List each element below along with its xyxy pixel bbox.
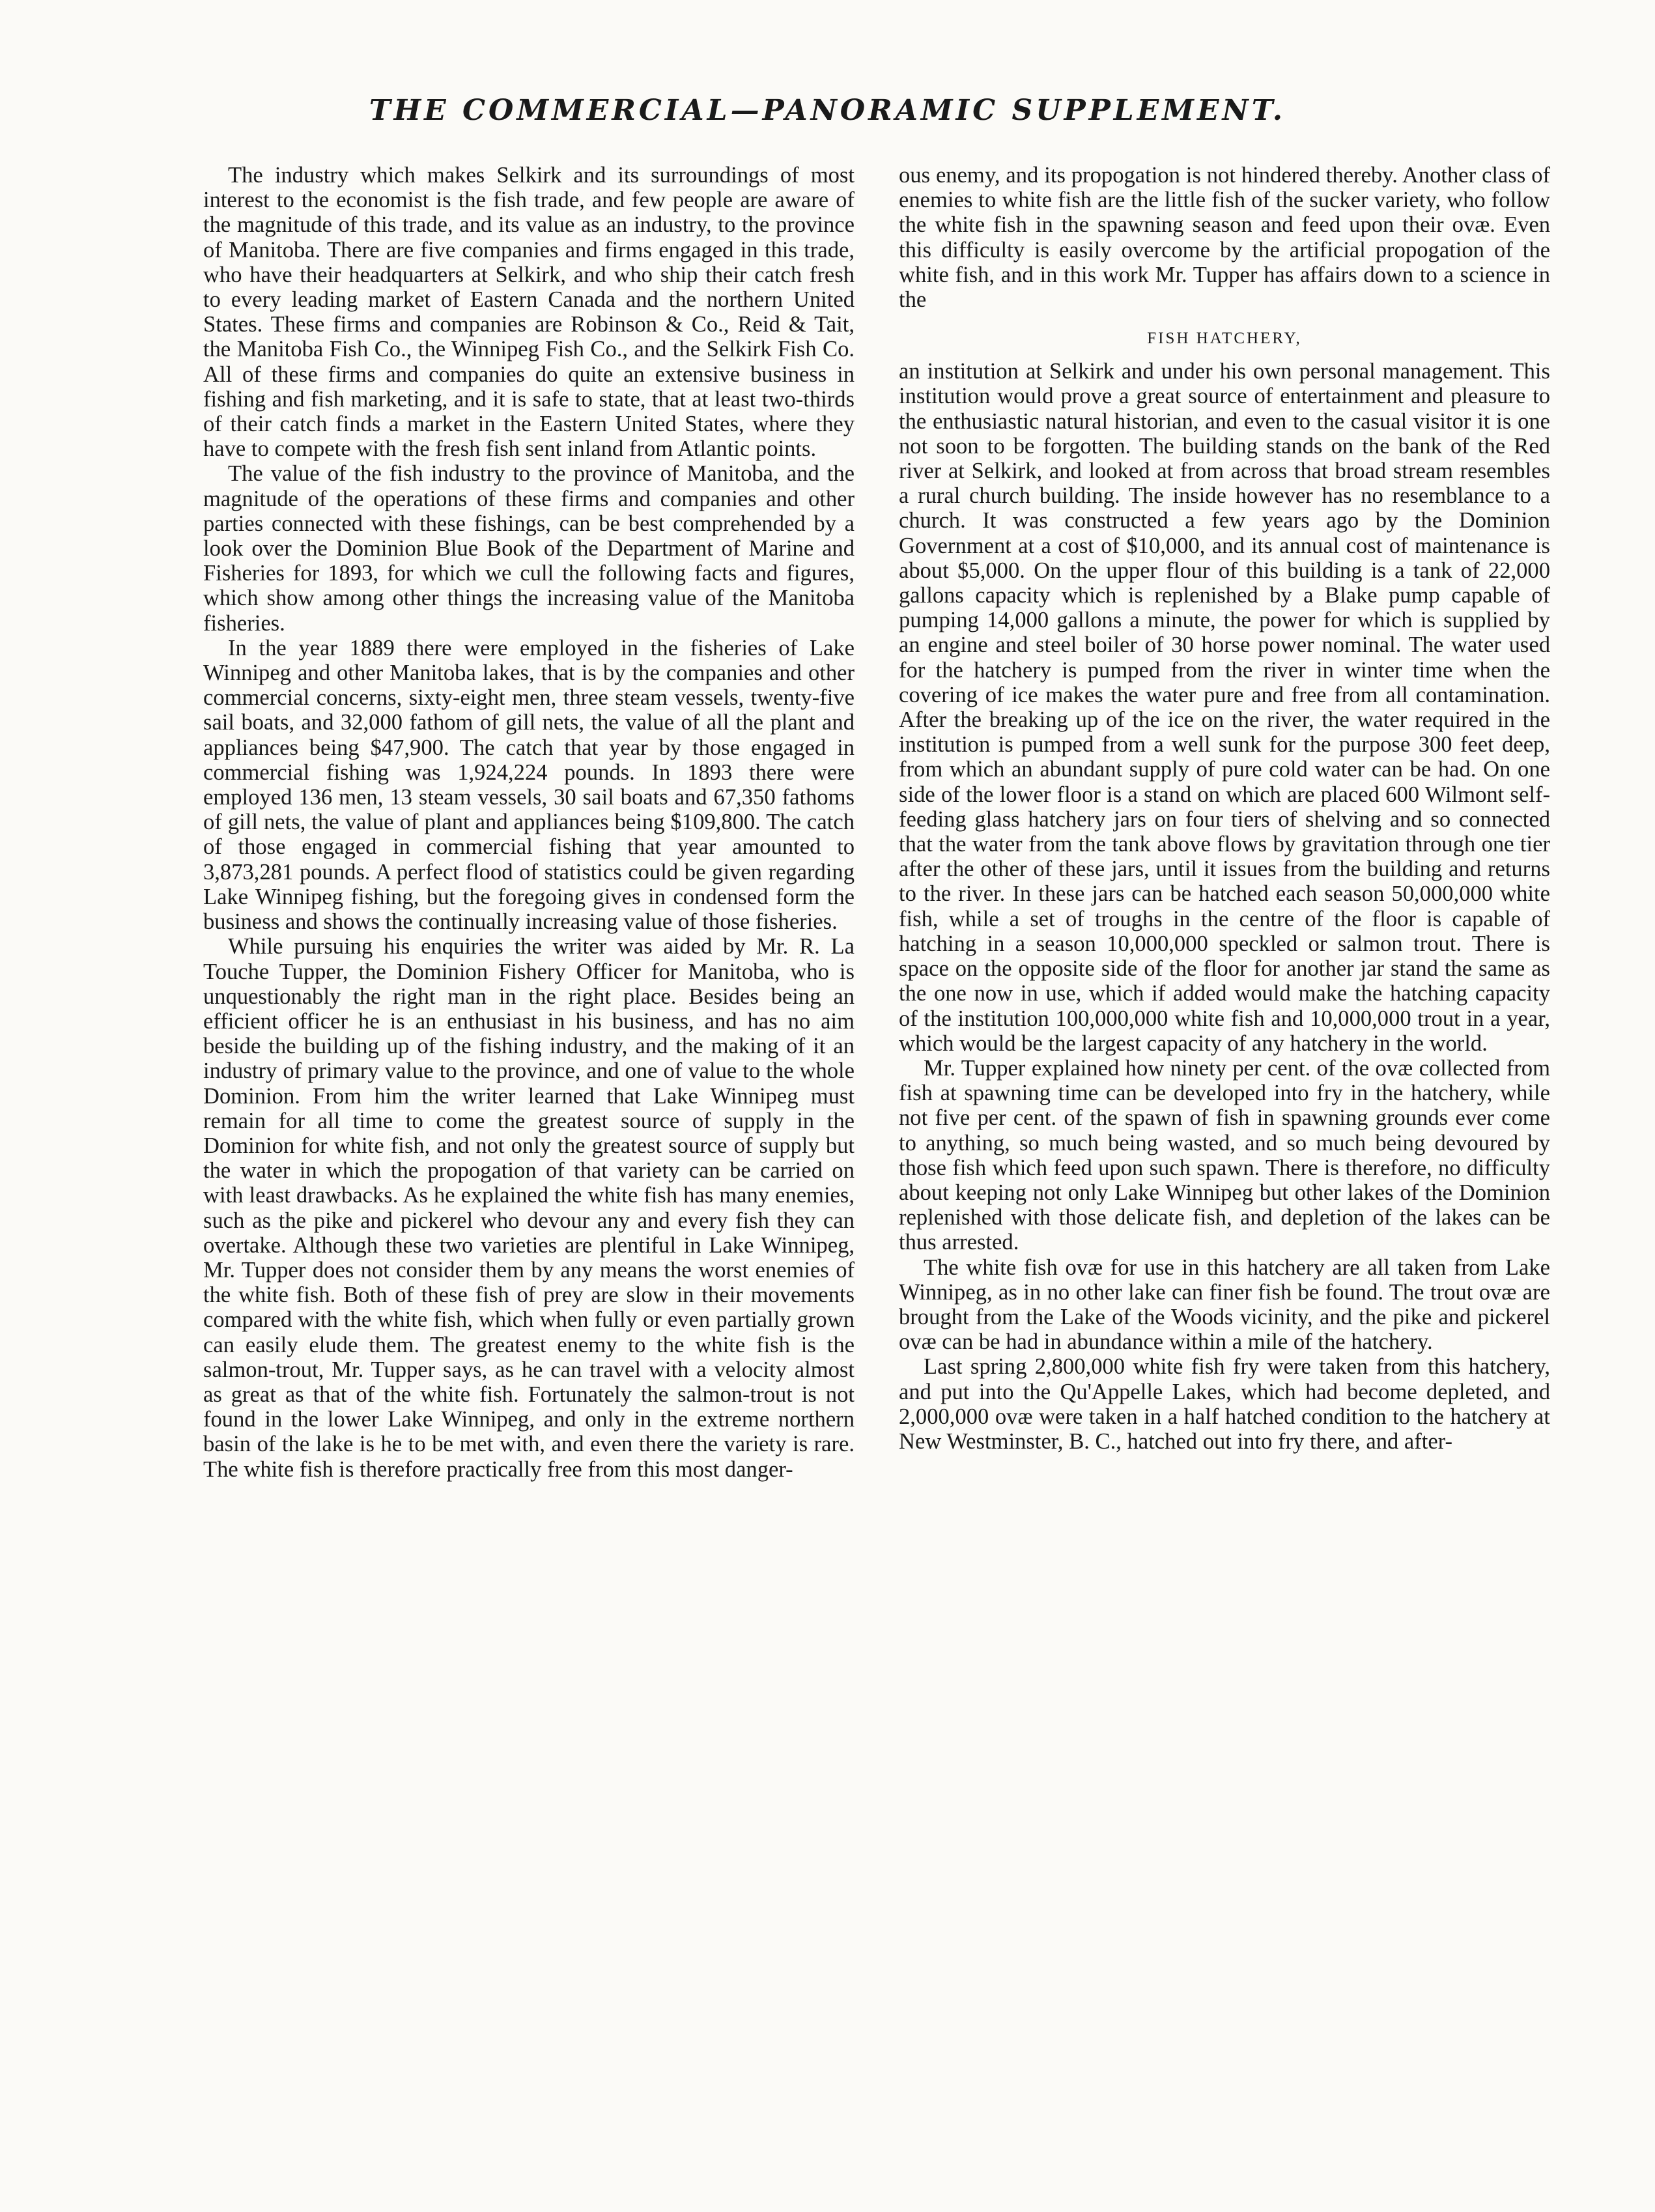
page-header: THE COMMERCIAL—PANORAMIC SUPPLEMENT. xyxy=(369,94,1286,127)
article-paragraph: The white fish ovæ for use in this hatchery are all taken from Lake Winnipeg, as in no other lake can finer fish be found. The trout ovæ are brought from the Lake of the Woods vicinity, and the pike and pickerel ovæ can be had in abundance within a mile of the hatchery. xyxy=(899,1255,1550,1355)
article-paragraph: In the year 1889 there were employed in the fisheries of Lake Winnipeg and other Manitoba lakes, that is by the companies and other commercial concerns, sixty-eight men, three steam vessels, twenty-five sail boats, and 32,000 fathom of gill nets, the value of all the plant and appliances being $47,900. The catch that year by those engaged in commercial fishing was 1,924,224 pounds. In 1893 there were employed 136 men, 13 steam vessels, 30 sail boats and 67,350 fathoms of gill nets, the value of plant and appliances being $109,800. The catch of those engaged in commercial fishing that year amounted to 3,873,281 pounds. A perfect flood of statistics could be given regarding Lake Winnipeg fishing, but the foregoing gives in condensed form the business and shows the continually increasing value of those fisheries. xyxy=(203,635,855,935)
article-paragraph-continued: ous enemy, and its propogation is not hindered thereby. Another class of enemies to white fish are the little fish of the sucker variety, who follow the white fish in the spawning season and feed upon their ovæ. Even this difficulty is easily overcome by the artificial propogation of the white fish, and in this work Mr. Tupper has affairs down to a science in the xyxy=(899,163,1550,313)
article-paragraph: The industry which makes Selkirk and its surroundings of most interest to the economist is the fish trade, and few people are aware of the magnitude of this trade, and its value as an industry, to the province of Manitoba. There are five companies and firms engaged in this trade, who have their headquarters at Selkirk, and who ship their catch fresh to every leading market of Eastern Canada and the northern United States. These firms and companies are Robinson & Co., Reid & Tait, the Manitoba Fish Co., the Winnipeg Fish Co., and the Selkirk Fish Co. All of these firms and companies do quite an extensive business in fishing and fish marketing, and it is safe to state, that at least two-thirds of their catch finds a market in the Eastern United States, where they have to compete with the fresh fish sent inland from Atlantic points. xyxy=(203,163,855,462)
article-paragraph: Mr. Tupper explained how ninety per cent. of the ovæ collected from fish at spawning time can be developed into fry in the hatchery, while not five per cent. of the spawn of fish in spawning grounds ever come to anything, so much being wasted, and so much being devoured by those fish which feed upon such spawn. There is therefore, no difficulty about keeping not only Lake Winnipeg but other lakes of the Dominion replenished with those delicate fish, and depletion of the lakes can be thus arrested. xyxy=(899,1055,1550,1255)
right-column xyxy=(899,163,1550,1454)
article-paragraph: The value of the fish industry to the province of Manitoba, and the magnitude of the operations of these firms and companies and other parties connected with these fishings, can be best comprehended by a look over the Dominion Blue Book of the Department of Marine and Fisheries for 1893, for which we cull the following facts and figures, which show among other things the increasing value of the Manitoba fisheries. xyxy=(203,461,855,636)
article-paragraph: an institution at Selkirk and under his own personal management. This institution would prove a great source of entertainment and pleasure to the enthusiastic natural historian, and even to the casual visitor it is one not soon to be forgotten. The building stands on the bank of the Red river at Selkirk, and looked at from across that broad stream resembles a rural church building. The inside however has no resemblance to a church. It was constructed a few years ago by the Dominion Government at a cost of $10,000, and its annual cost of maintenance is about $5,000. On the upper flour of this building is a tank of 22,000 gallons capacity which is replenished by a Blake pump capable of pumping 14,000 gallons a minute, the power for which is supplied by an engine and steel boiler of 30 horse power nominal. The water used for the hatchery is pumped from the river in winter time when the covering of ice makes the water pure and free from all contamination. After the breaking up of the ice on the river, the water required in the institution is pumped from a well sunk for the purpose 300 feet deep, from which an abundant supply of pure cold water can be had. On one side of the lower floor is a stand on which are placed 600 Wilmont self-feeding glass hatchery jars on four tiers of shelving and so connected that the water from the tank above flows by gravitation through one tier after the other of these jars, until it issues from the building and returns to the river. In these jars can be hatched each season 50,000,000 white fish, while a set of troughs in the centre of the floor is capable of hatching in a season 10,000,000 speckled or salmon trout. There is space on the opposite side of the floor for another jar stand the same as the one now in use, which if added would make the hatching capacity of the institution 100,000,000 white fish and 10,000,000 trout in a year, which would be the largest capacity of any hatchery in the world. xyxy=(899,359,1550,1056)
article-paragraph: Last spring 2,800,000 white fish fry were taken from this hatchery, and put into the Qu'Appelle Lakes, which had become depleted, and 2,000,000 ovæ were taken in a half hatched condition to the hatchery at New Westminster, B. C., hatched out into fry there, and after- xyxy=(899,1354,1550,1454)
section-subheading: FISH HATCHERY, xyxy=(1147,330,1302,348)
article-paragraph: While pursuing his enquiries the writer was aided by Mr. R. La Touche Tupper, the Dominion Fishery Officer for Manitoba, who is unquestionably the right man in the right place. Besides being an efficient officer he is an enthusiast in his business, and has no aim beside the building up of the fishing industry, and the making of it an industry of primary value to the province, and one of value to the whole Dominion. From him the writer learned that Lake Winnipeg must remain for all time to come the greatest source of supply in the Dominion for white fish, and not only the greatest source of supply but the water in which the propogation of that variety can be carried on with least drawbacks. As he explained the white fish has many enemies, such as the pike and pickerel who devour any and every fish they can overtake. Although these two varieties are plentiful in Lake Winnipeg, Mr. Tupper does not consider them by any means the worst enemies of the white fish. Both of these fish of prey are slow in their movements compared with the white fish, which when fully or even partially grown can easily elude them. The greatest enemy to the white fish is the salmon-trout, Mr. Tupper says, as he can travel with a velocity almost as great as that of the white fish. Fortunately the salmon-trout is not found in the lower Lake Winnipeg, and only in the extreme northern basin of the lake is he to be met with, and even there the variety is rare. The white fish is therefore practically free from this most danger- xyxy=(203,934,855,1482)
left-column xyxy=(203,163,855,1482)
